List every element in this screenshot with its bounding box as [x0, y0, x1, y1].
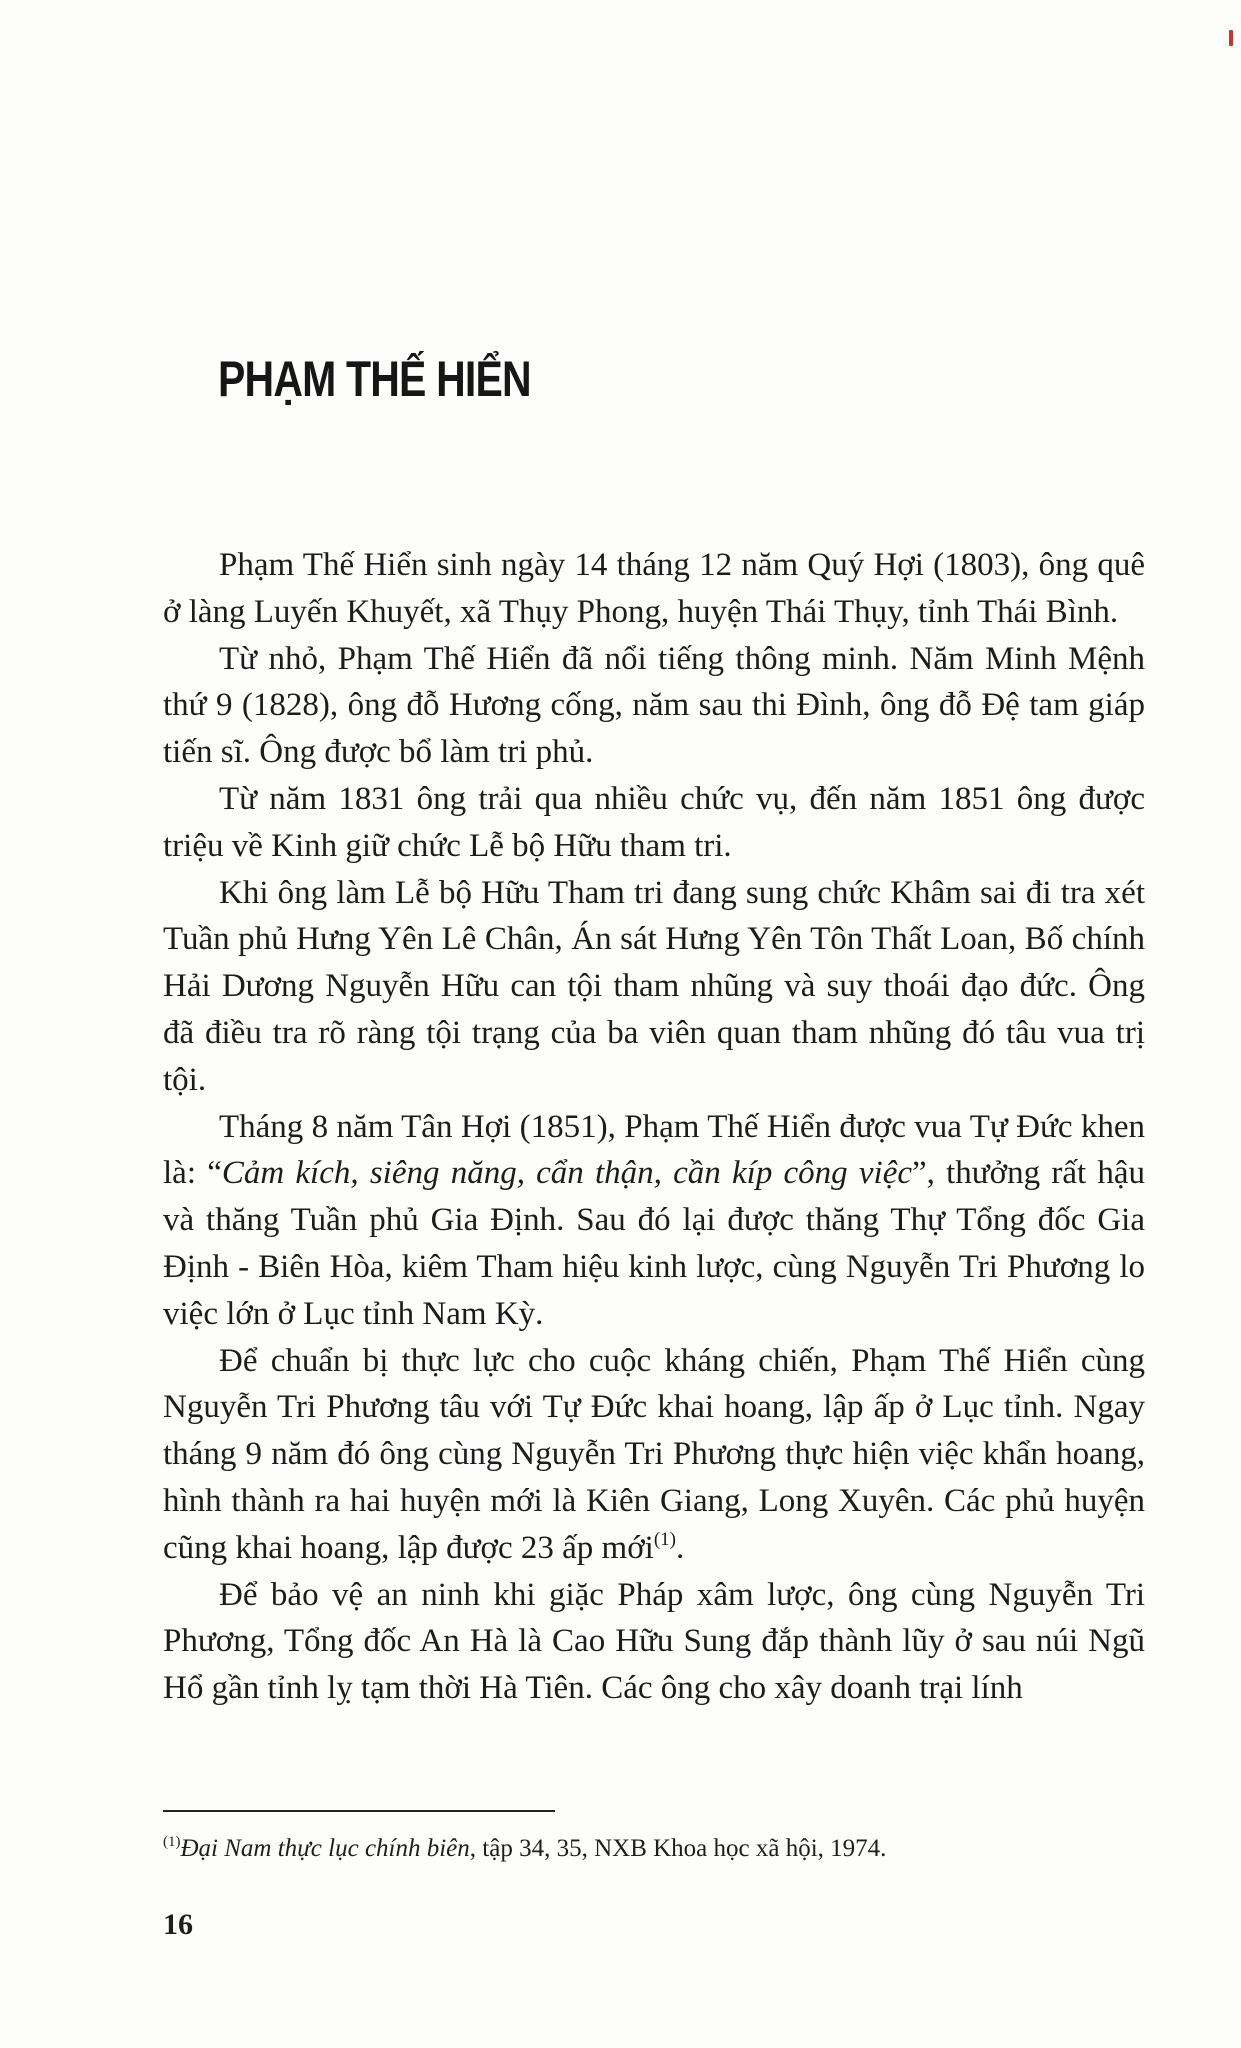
paragraph-3: Từ năm 1831 ông trải qua nhiều chức vụ, đến năm 1851 ông được triệu về Kinh giữ chức Lễ bộ Hữu tham tri.: [163, 780, 1145, 864]
paragraph-5-text-before: Tháng 8 năm Tân Hợi (1851), Phạm Thế Hiển được vua Tự Đức khen là: “: [163, 1108, 1145, 1192]
paragraph-6-end: .: [676, 1529, 685, 1566]
paragraph-5-text-after: ”, thưởng rất hậu và thăng Tuần phủ Gia Định. Sau đó lại được thăng Thự Tổng đốc Gia Định - Biên Hòa, kiêm Tham hiệu kinh lược, cùng Nguyễn Tri Phương lo việc lớn ở Lục tỉnh Nam Kỳ.: [163, 1155, 1145, 1332]
footnote-divider: [163, 1810, 555, 1812]
footnote: [163, 1834, 886, 1864]
body-text: [163, 542, 1145, 1712]
paragraph-4: Khi ông làm Lễ bộ Hữu Tham tri đang sung chức Khâm sai đi tra xét Tuần phủ Hưng Yên Lê Chân, Án sát Hưng Yên Tôn Thất Loan, Bố chính Hải Dương Nguyễn Hữu can tội tham nhũng và suy thoái đạo đức. Ông đã điều tra rõ ràng tội trạng của ba viên quan tham nhũng đó tâu vua trị tội.: [163, 874, 1145, 1098]
chapter-title: PHẠM THẾ HIỂN: [218, 351, 531, 407]
paragraph-5: [163, 1104, 1145, 1338]
paragraph-7: Để bảo vệ an ninh khi giặc Pháp xâm lược, ông cùng Nguyễn Tri Phương, Tổng đốc An Hà là Cao Hữu Sung đắp thành lũy ở sau núi Ngũ Hổ gần tỉnh lỵ tạm thời Hà Tiên. Các ông cho xây doanh trại lính: [163, 1576, 1145, 1707]
paragraph-2: Từ nhỏ, Phạm Thế Hiển đã nổi tiếng thông minh. Năm Minh Mệnh thứ 9 (1828), ông đỗ Hương cống, năm sau thi Đình, ông đỗ Đệ tam giáp tiến sĩ. Ông được bổ làm tri phủ.: [163, 640, 1145, 771]
paragraph-6-text: Để chuẩn bị thực lực cho cuộc kháng chiến, Phạm Thế Hiển cùng Nguyễn Tri Phương tâu với Tự Đức khai hoang, lập ấp ở Lục tỉnh. Ngay tháng 9 năm đó ông cùng Nguyễn Tri Phương thực hiện việc khẩn hoang, hình thành ra hai huyện mới là Kiên Giang, Long Xuyên. Các phủ huyện cũng khai hoang, lập được 23 ấp mới: [163, 1342, 1145, 1566]
page-edge-mark: [1229, 30, 1233, 46]
emperor-praise-quote: Cảm kích, siêng năng, cẩn thận, cần kíp công việc: [221, 1155, 912, 1192]
footnote-mark: (1): [163, 1834, 181, 1850]
paragraph-6: [163, 1338, 1145, 1572]
footnote-source-title: Đại Nam thực lục chính biên: [180, 1835, 470, 1862]
page-number: 16: [163, 1908, 193, 1941]
footnote-reference: (1): [653, 1528, 676, 1550]
paragraph-1: Phạm Thế Hiển sinh ngày 14 tháng 12 năm Quý Hợi (1803), ông quê ở làng Luyến Khuyết, xã Thụy Phong, huyện Thái Thụy, tỉnh Thái Bình.: [163, 547, 1145, 630]
footnote-details: , tập 34, 35, NXB Khoa học xã hội, 1974.: [469, 1835, 887, 1862]
